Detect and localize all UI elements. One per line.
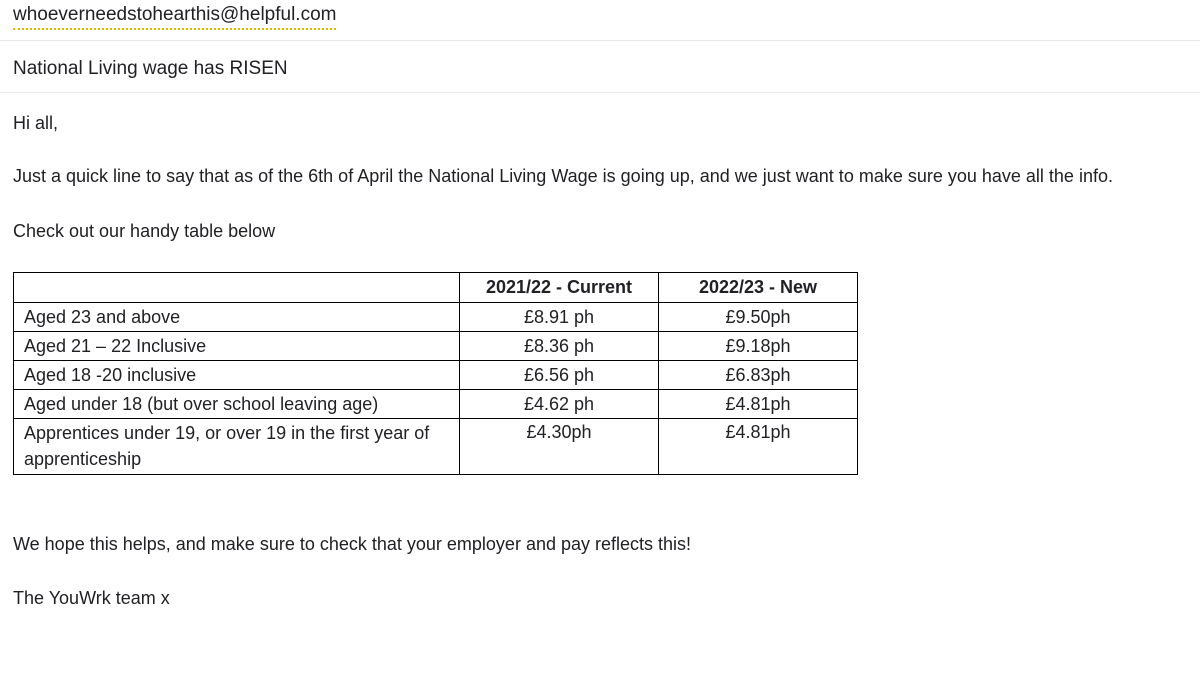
to-field-row[interactable] (0, 0, 1200, 41)
cell-category: Apprentices under 19, or over 19 in the first year of apprenticeship (14, 419, 460, 475)
email-table-lead[interactable]: Check out our handy table below (13, 221, 276, 241)
subject-field-row[interactable] (0, 41, 1200, 93)
subject-text[interactable]: National Living wage has RISEN (13, 58, 288, 79)
cell-current: £8.91 ph (460, 303, 659, 332)
wage-table-header-row (14, 273, 858, 303)
email-greeting[interactable]: Hi all, (13, 113, 59, 133)
cell-current: £4.30ph (460, 419, 659, 475)
cell-new: £4.81ph (659, 390, 858, 419)
table-row (14, 361, 858, 390)
cell-current: £4.62 ph (460, 390, 659, 419)
wage-table (13, 272, 858, 475)
cell-current: £6.56 ph (460, 361, 659, 390)
header-current: 2021/22 - Current (460, 273, 659, 303)
cell-new: £9.18ph (659, 332, 858, 361)
cell-category: Aged 23 and above (14, 303, 460, 332)
table-row (14, 419, 858, 475)
table-row (14, 390, 858, 419)
cell-category: Aged 18 -20 inclusive (14, 361, 460, 390)
email-closing[interactable]: We hope this helps, and make sure to check that your employer and pay reflects this! (13, 534, 692, 554)
table-row (14, 332, 858, 361)
cell-new: £6.83ph (659, 361, 858, 390)
cell-category: Aged under 18 (but over school leaving age) (14, 390, 460, 419)
email-signoff[interactable]: The YouWrk team x (13, 588, 170, 608)
cell-current: £8.36 ph (460, 332, 659, 361)
cell-new: £4.81ph (659, 419, 858, 475)
recipient-chip[interactable]: whoeverneedstohearthis@helpful.com (13, 4, 336, 30)
cell-new: £9.50ph (659, 303, 858, 332)
cell-category: Aged 21 – 22 Inclusive (14, 332, 460, 361)
header-category (14, 273, 460, 303)
table-row (14, 303, 858, 332)
email-intro-paragraph[interactable]: Just a quick line to say that as of the 6th of April the National Living Wage is going up, and we just want to make sure you have all the info. (13, 166, 1113, 186)
header-new: 2022/23 - New (659, 273, 858, 303)
